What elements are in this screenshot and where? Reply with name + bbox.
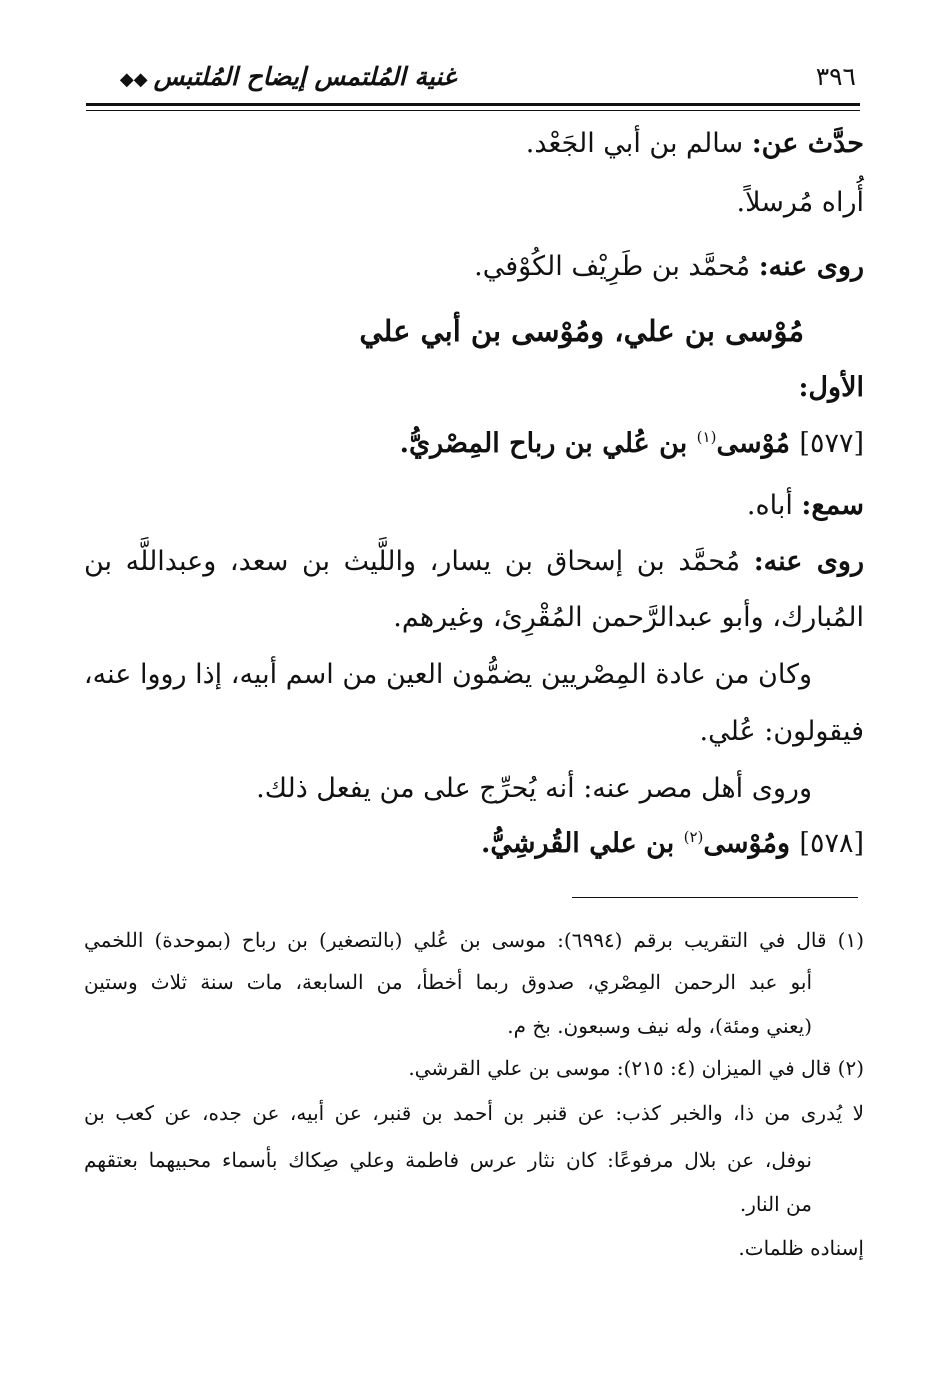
narrators-577-line1 <box>84 546 864 577</box>
page-header <box>90 62 856 102</box>
footnote-1-line2: أبو عبد الرحمن المِصْري، صدوق ربما أخطأ، من السابعة، مات سنة ثلاث وستين <box>84 970 812 994</box>
footnote-2-line4: من النار. <box>739 1192 812 1216</box>
footnote-separator <box>572 897 858 898</box>
narrated-from-label: حدَّث عن: <box>751 128 864 159</box>
footnote-1-line3: (يعني ومئة)، وله نيف وسبعون. بخ م. <box>507 1014 812 1038</box>
footnote-ref-1: (١) <box>696 428 717 446</box>
narrators-577-label: روى عنه: <box>753 546 865 577</box>
page-number: ٣٩٦ <box>815 62 856 91</box>
footnote-2-line5: إسناده ظلمات. <box>738 1236 864 1260</box>
footnote-2-line3: نوفل، عن بلال مرفوعًا: كان نثار عرس فاطمة وعلي صِكاك بأسماء محبيهما بعتقهم <box>84 1148 812 1172</box>
mursal-line: أُراه مُرسلاً. <box>736 187 864 218</box>
custom-line2: فيقولون: عُلي. <box>699 716 864 747</box>
narrated-from-line <box>526 128 864 159</box>
diamond-ornament-icon: ◆◆ <box>119 69 148 90</box>
running-title-text: غنية المُلتمس إيضاح المُلتبس <box>153 62 456 91</box>
first-label: الأول: <box>798 372 864 403</box>
footnote-2-line1: (٢) قال في الميزان (٤: ٢١٥): موسى بن علي القرشي. <box>408 1056 864 1080</box>
entry-578-name: ومُوْسى <box>703 828 800 859</box>
running-title <box>120 62 456 91</box>
entry-577-name: مُوْسى <box>716 428 800 459</box>
header-rule-thick <box>86 103 860 106</box>
heard-line <box>747 490 864 521</box>
entry-578 <box>481 828 864 859</box>
footnote-1-line1: (١) قال في التقريب برقم (٦٩٩٤): موسى بن عُلي (بالتصغير) بن رباح (بموحدة) اللخمي <box>84 928 865 952</box>
footnote-2-line2: لا يُدرى من ذا، والخبر كذب: عن قنبر بن أحمد بن قنبر، عن أبيه، عن جده، عن كعب بن <box>84 1101 864 1125</box>
entry-577 <box>400 428 864 459</box>
heard-text: أباه. <box>746 490 802 521</box>
custom-line1: وكان من عادة المِصْريين يضمُّون العين من اسم أبيه، إذا رووا عنه، <box>83 659 812 690</box>
narrators-line <box>474 251 864 282</box>
egypt-line: وروى أهل مصر عنه: أنه يُحرِّج على من يفعل ذلك. <box>256 773 812 804</box>
header-rule-thin <box>86 110 860 111</box>
narrated-from-text: سالم بن أبي الجَعْد. <box>525 128 752 159</box>
narrators-577-line2: المُبارك، وأبو عبدالرَّحمن المُقْرِئ، وغيرهم. <box>393 602 864 633</box>
section-heading: مُوْسى بن علي، ومُوْسى بن أبي علي <box>359 314 804 348</box>
entry-578-lineage: بن علي القُرشِيُّ. <box>480 828 684 859</box>
entry-577-lineage: بن عُلي بن رباح المِصْريُّ. <box>399 428 697 459</box>
narrators-label: روى عنه: <box>758 251 864 282</box>
heard-label: سمع: <box>801 490 864 521</box>
narrators-577-text: مُحمَّد بن إسحاق بن يسار، واللَّيث بن سعد، وعبداللَّه بن <box>84 546 754 577</box>
narrators-text: مُحمَّد بن طَرِيْف الكُوْفي. <box>474 251 759 282</box>
entry-578-number: [٥٧٨] <box>799 828 864 859</box>
entry-577-number: [٥٧٧] <box>799 428 864 459</box>
footnote-ref-2: (٢) <box>683 828 704 846</box>
